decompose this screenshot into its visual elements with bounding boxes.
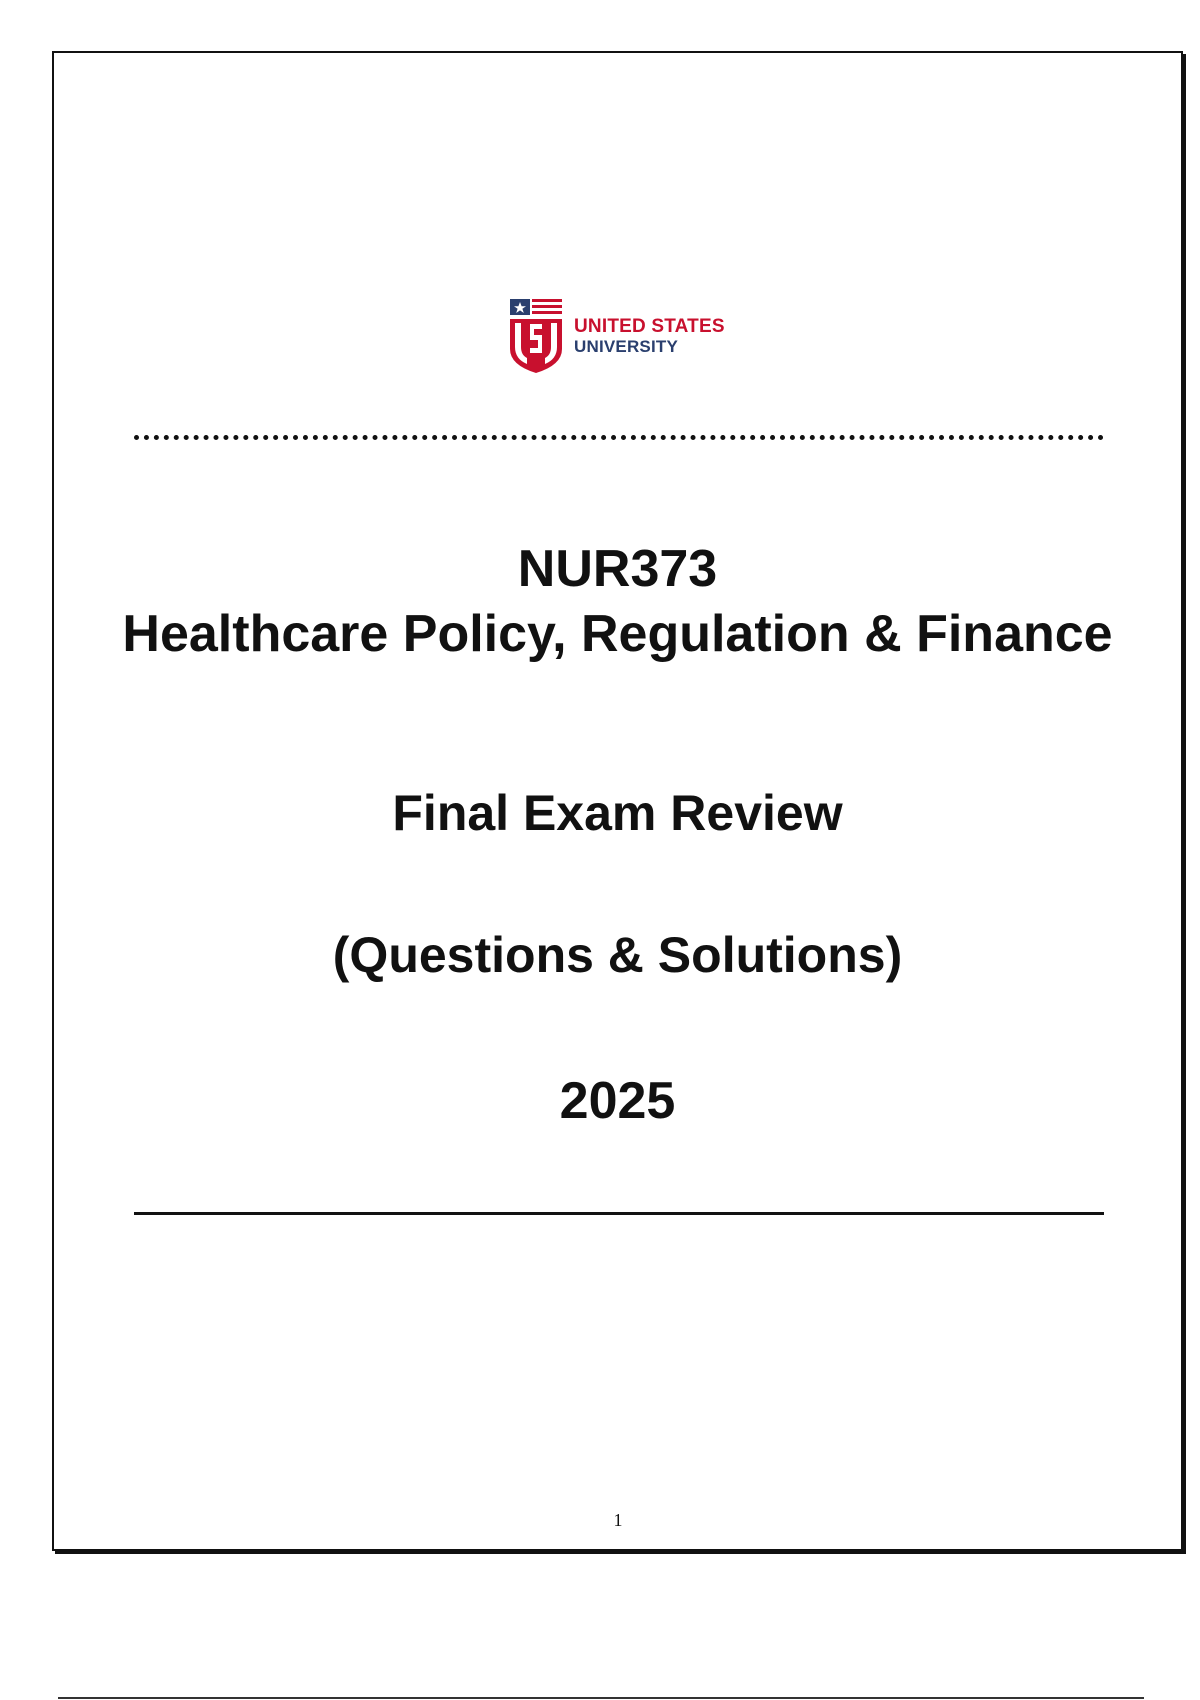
solid-divider [134,1212,1104,1215]
logo-line-university: UNIVERSITY [574,337,679,356]
course-code: NUR373 [517,540,718,598]
page-number: 1 [613,1510,623,1530]
university-logo [508,296,732,376]
logo-line-united-states: UNITED STATES [574,316,725,337]
course-name: Healthcare Policy, Regulation & Finance [122,605,1113,663]
next-page-edge [58,1697,1144,1699]
usu-shield-logo-icon [508,297,564,375]
exam-subtitle: (Questions & Solutions) [332,927,903,983]
exam-title: Final Exam Review [392,785,843,841]
logo-wordmark [574,317,725,355]
exam-year: 2025 [559,1072,676,1130]
dotted-divider [134,435,1104,440]
